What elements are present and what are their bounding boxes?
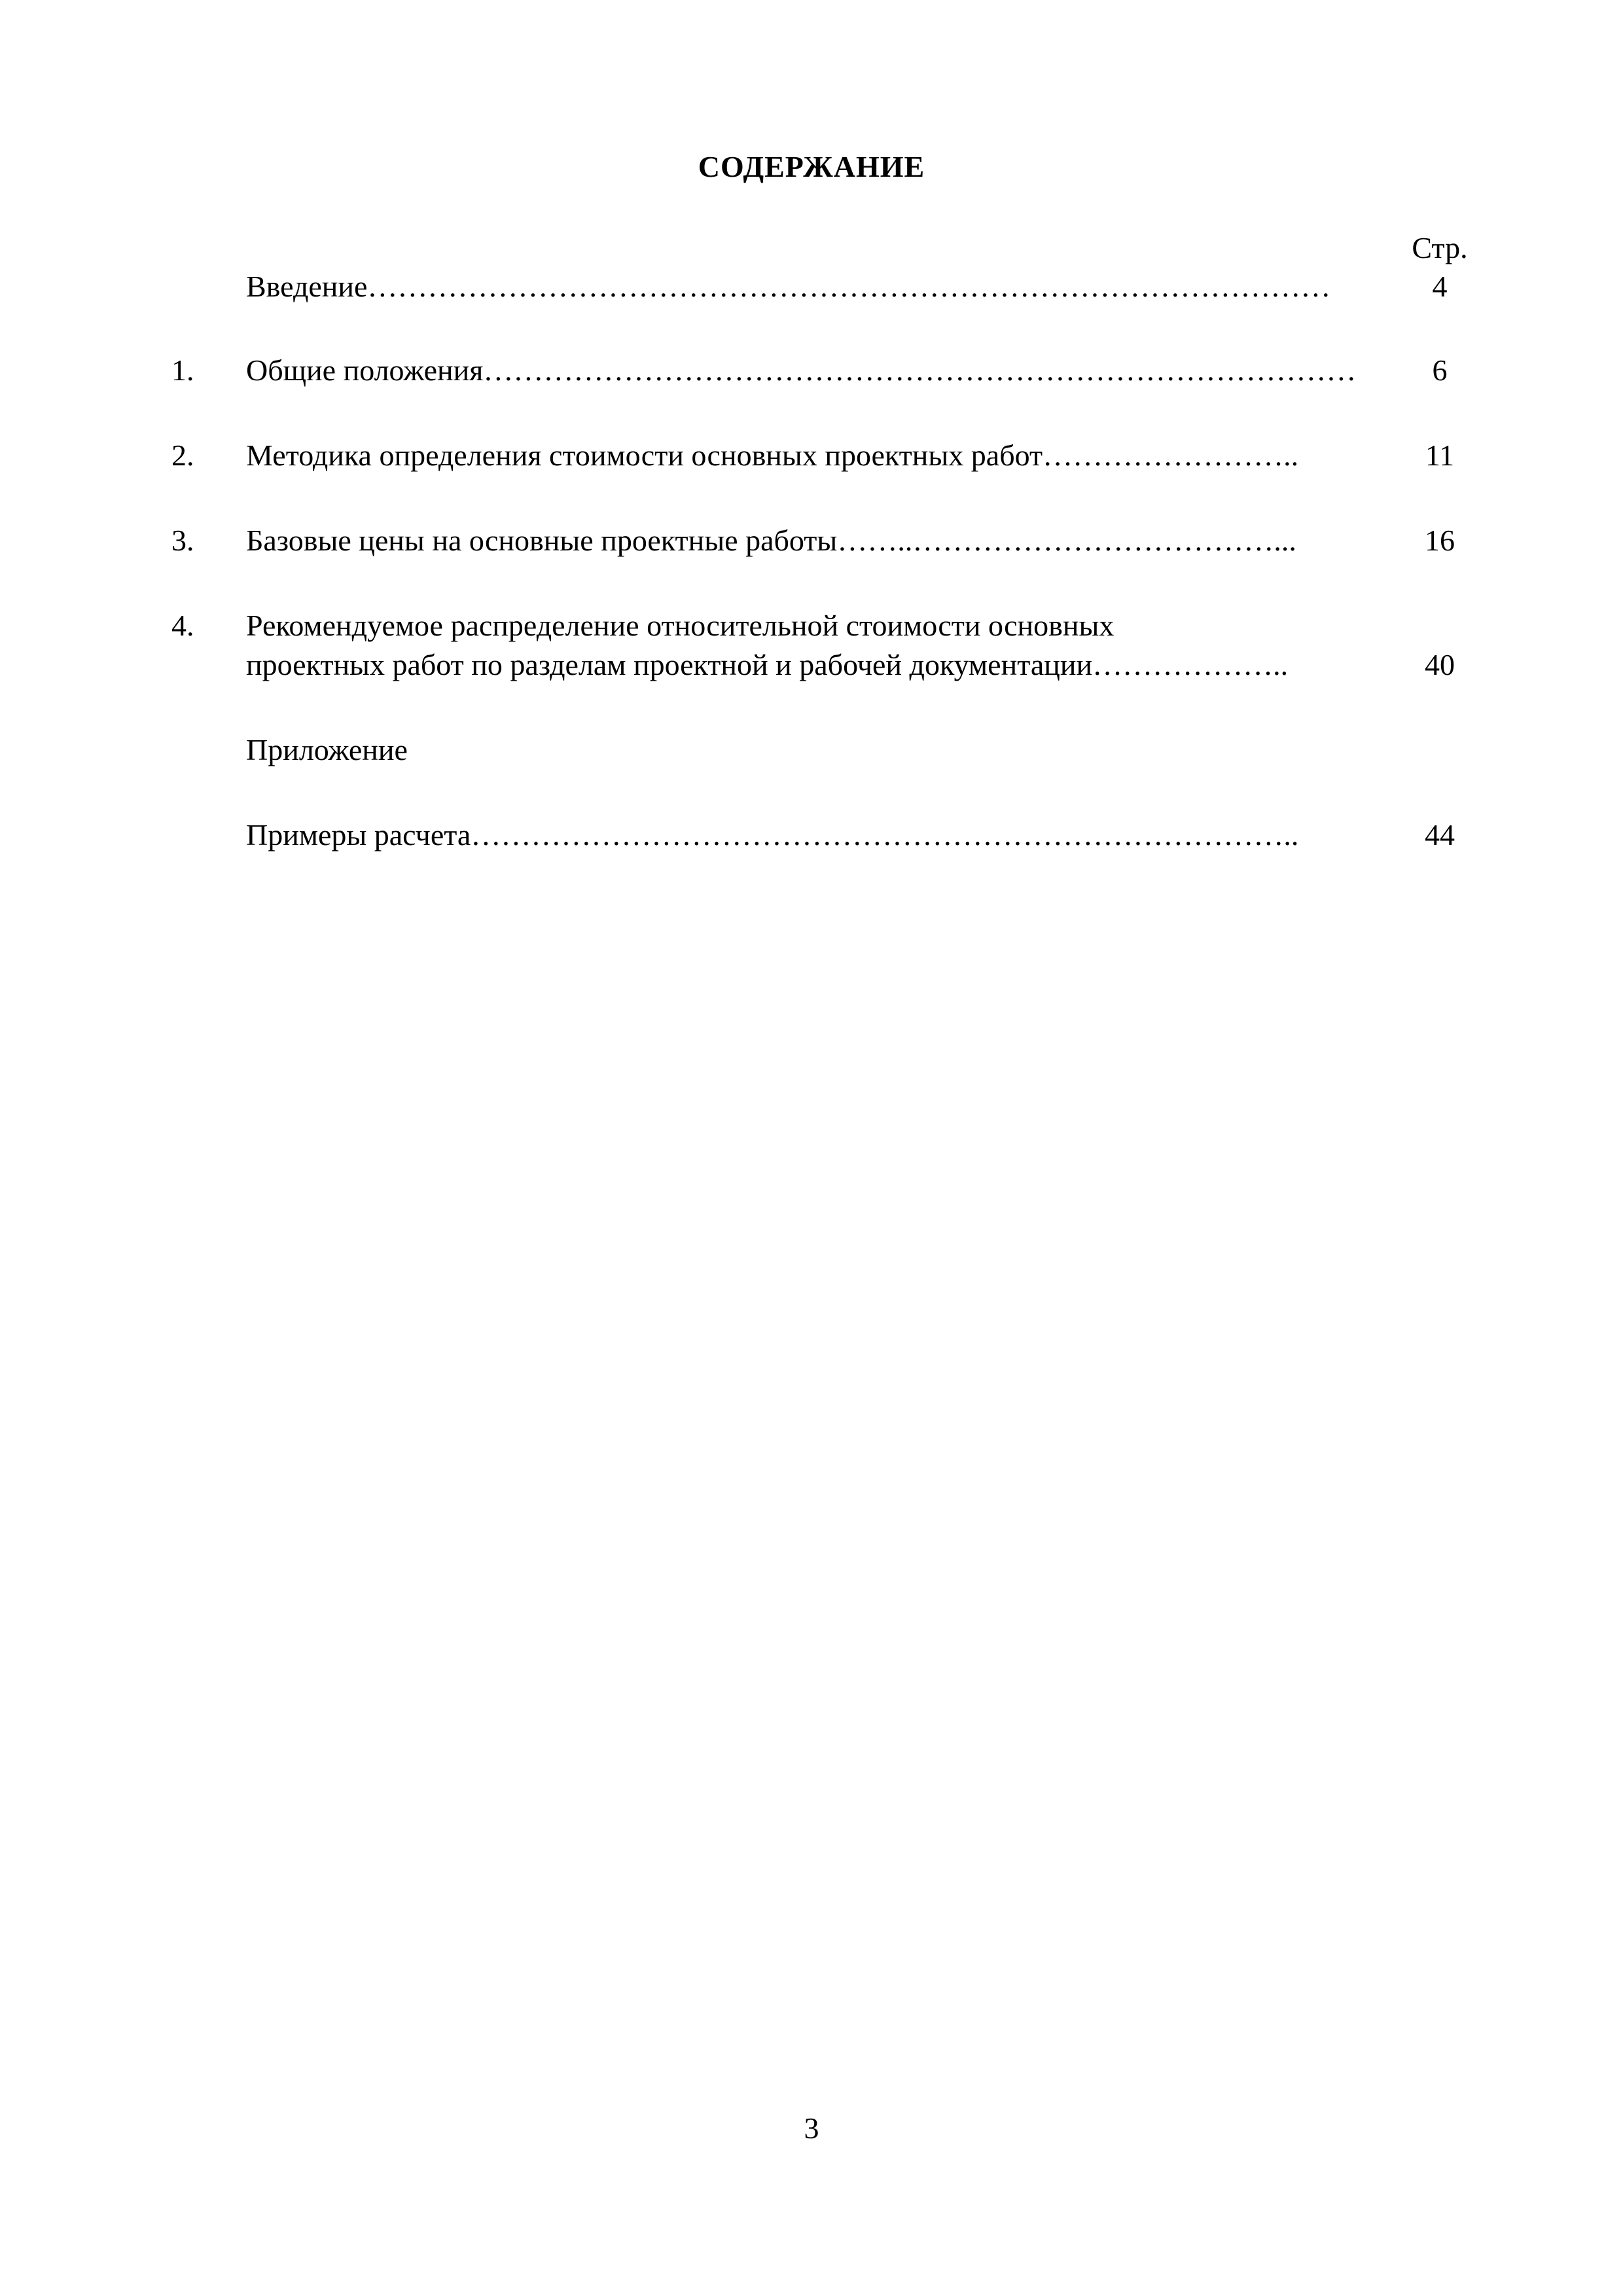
toc-entry-examples[interactable] [0,816,1623,855]
toc-leader-dots: ……………………………………………………………………….. [471,818,1299,852]
page-column-label: Стр. [1412,231,1468,264]
toc-entry-2[interactable] [0,436,1623,475]
toc-entry-4[interactable] [0,606,1623,645]
toc-entry-page: 11 [1425,439,1455,472]
toc-entry-text: Общие положения…………………………………………………………………………… [246,353,1357,387]
page-title: СОДЕРЖАНИЕ [698,150,925,183]
toc-entry-page: 44 [1425,818,1455,852]
toc-entry-text-line2: проектных работ по разделам проектной и рабочей документации……………….. [246,648,1289,681]
toc-entry-page: 4 [1432,270,1448,303]
toc-entry-3[interactable] [0,521,1623,560]
toc-entry-text: Методика определения стоимости основных проектных работ…………………….. [246,439,1299,472]
toc-entry-1[interactable] [0,351,1623,390]
toc-entry-page: 6 [1432,353,1448,387]
toc-entry-number: 4. [171,609,194,642]
toc-entry-number: 3. [171,524,194,557]
toc-entry-appendix-heading [0,730,1623,770]
toc-entry-text: Введение…………………………………………………………………………………… [246,270,1331,303]
toc-entry-page: 16 [1425,524,1455,557]
toc-entry-number: 1. [171,353,194,387]
footer-page-number: 3 [804,2111,819,2145]
toc-entry-text: Приложение [246,733,408,766]
toc-leader-dots: ……..………………………………... [837,524,1296,557]
toc-entry-text: Примеры расчета……………………………………………………………………….. [246,818,1299,852]
toc-entry-text: Базовые цены на основные проектные работы……..………………………………... [246,524,1296,557]
toc-leader-dots: …………………….. [1043,439,1299,472]
toc-leader-dots: …………………………………………………………………………… [483,353,1357,387]
toc-entry-4-continuation[interactable] [0,645,1623,685]
toc-leader-dots: …………………………………………………………………………………… [367,270,1331,303]
toc-entry-number: 2. [171,439,194,472]
toc-entry-introduction[interactable] [0,267,1623,306]
toc-entry-text-line1: Рекомендуемое распределение относительной стоимости основных [246,609,1115,642]
toc-entry-page: 40 [1425,648,1455,681]
toc-leader-dots: ……………….. [1092,648,1289,681]
